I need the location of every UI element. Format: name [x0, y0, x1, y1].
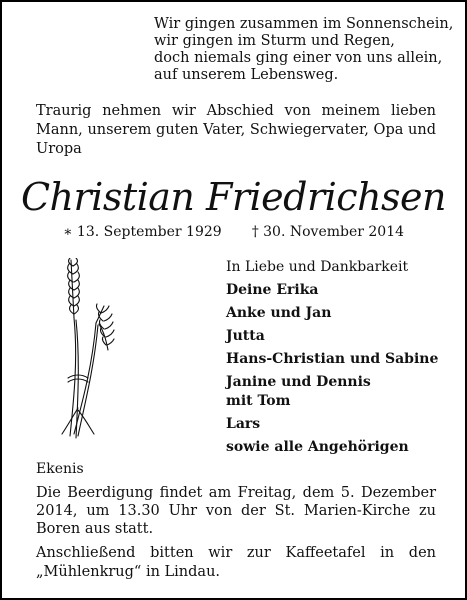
poem-line: auf unserem Lebensweg.: [154, 67, 339, 83]
reception-info: Anschließend bitten wir zur Kaffeetafel in den „Mühlenkrug“ in Lindau.: [36, 545, 436, 580]
place-name: Ekenis: [36, 461, 84, 477]
mourners-list: [226, 258, 456, 461]
dedication-line: In Liebe und Dankbarkeit: [226, 259, 409, 275]
poem-line: Wir gingen zusammen im Sonnenschein,: [154, 16, 454, 32]
wheat-ears-icon: [52, 258, 122, 443]
mourner-name: Lars: [226, 416, 261, 432]
farewell-text: Traurig nehmen wir Abschied von meinem lieben Mann, unserem guten Vater, Schwiegervater, Opa und Uropa: [36, 103, 436, 157]
life-dates: [2, 223, 465, 241]
mourner-name: sowie alle Angehörigen: [226, 439, 409, 455]
poem-line: wir gingen im Sturm und Regen,: [154, 33, 395, 49]
memorial-poem: [154, 16, 454, 84]
mourner-name: mit Tom: [226, 393, 291, 409]
funeral-info: Die Beerdigung findet am Freitag, dem 5. Dezember 2014, um 13.30 Uhr von der St. Marien-Kirche zu Boren aus statt.: [36, 485, 436, 537]
mourner-name: Deine Erika: [226, 282, 319, 298]
birth-date: ∗ 13. September 1929: [62, 224, 222, 240]
death-date: † 30. November 2014: [251, 224, 405, 240]
poem-line: doch niemals ging einer von uns allein,: [154, 50, 443, 66]
mourner-name: Janine und Dennis: [226, 374, 371, 390]
mourner-name: Anke und Jan: [226, 305, 332, 321]
deceased-name: Christian Friedrichsen: [20, 175, 447, 219]
mourner-name: Jutta: [226, 328, 265, 344]
mourner-name: Hans-Christian und Sabine: [226, 351, 439, 367]
